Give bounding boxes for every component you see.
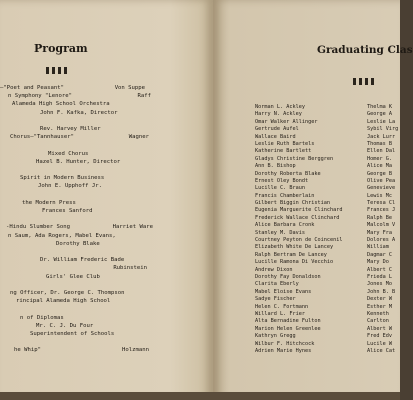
graduate-name: Courtney Peyton de Coincenil [255, 237, 343, 244]
graduates-column-2 [367, 104, 398, 355]
graduate-name: Norman L. Ackley [255, 104, 305, 110]
program-item [16, 297, 110, 305]
program-item-text: Chorus—"Tannhauser" [10, 134, 74, 141]
program-item-text: Dorothy Blake [56, 240, 100, 247]
graduate-name: Lewis Mc [367, 192, 392, 199]
program-item-composer: Wagner [128, 134, 149, 141]
program-item [56, 240, 100, 248]
graduate-name: Ernest Oley Bondt [255, 177, 309, 184]
graduate-name: Mary Do [367, 259, 389, 266]
graduate-name: Andrew Dixon [255, 266, 293, 273]
graduate-name: Clarita Eberly [255, 281, 299, 288]
program-item [38, 182, 102, 190]
graduate-name: Wilbur F. Hitchcock [255, 340, 315, 347]
graduate-name: Francis Chamberlain [255, 192, 315, 199]
program-item-text: the Modern Press [22, 199, 76, 206]
graduate-name: Alta Bernadine Fulton [255, 318, 321, 325]
graduate-name: Helen C. Fortmann [255, 303, 309, 310]
program-item-text: Mr. C. J. Du Four [36, 322, 94, 329]
graduate-name: Katherine Bartlett [255, 148, 312, 155]
program-item [8, 92, 72, 100]
program-item-text: John F. Kafka, Director [40, 109, 118, 116]
graduate-name: Ann B. Bishop [255, 163, 296, 170]
program-list [0, 84, 205, 384]
program-item [8, 232, 116, 240]
program-item-text: ng Officer, Dr. George C. Thompson [10, 290, 125, 296]
graduate-name: Homer G. [367, 155, 392, 162]
graduate-name: Omar Walker Allinger [255, 118, 318, 125]
program-item-text: he Whip" [14, 347, 41, 354]
graduate-name: Teresa Cl [367, 200, 396, 207]
graduate-name: John B. B [367, 288, 396, 295]
program-item-composer: Harriet Ware [112, 224, 153, 231]
program-item-text: Girls' Glee Club [46, 273, 100, 280]
graduates-column-1 [255, 104, 342, 355]
graduate-name: Dexter W [367, 296, 392, 303]
program-item-text: Frances Sanford [42, 208, 93, 214]
program-item [20, 174, 104, 182]
graduate-name: Thelma K [367, 104, 392, 110]
graduate-name: George B [367, 170, 392, 177]
graduate-name: Lucille C. Braun [255, 185, 305, 192]
program-item [42, 207, 93, 215]
graduating-class-title: Graduating Clas [317, 44, 413, 56]
graduate-name: Leslie La [367, 118, 396, 125]
graduate-name: Albert C [367, 266, 392, 273]
graduate-name: Ellen Dal [367, 148, 396, 155]
program-item [30, 330, 114, 338]
graduate-name: Adrien Marie Hynes [255, 347, 312, 354]
program-item [0, 84, 64, 92]
graduate-name: Leslie Ruth Bartels [255, 140, 315, 147]
program-item-text: rincipal Alameda High School [16, 298, 111, 305]
graduate-name: Genevieve [367, 185, 396, 192]
graduate-name: Dorothy Fay Donaldson [255, 273, 321, 280]
graduate-name: Frieda L [367, 273, 392, 280]
graduate-name: Esther M [367, 303, 392, 310]
program-item [46, 273, 100, 281]
graduate-name: William [367, 244, 389, 251]
graduate-name: Frederick Wallace Clinchard [255, 214, 340, 221]
graduate-name: Carlton [367, 318, 389, 325]
graduate-name: Fred Edv [367, 333, 392, 340]
graduate-name: Alice Cat [367, 347, 396, 354]
program-item-text: Alameda High School Orchestra [12, 101, 110, 108]
graduate-name: Alice Ma [367, 163, 392, 170]
program-item [6, 223, 70, 231]
program-item [12, 100, 110, 108]
program-item-text: -Hindu Slumber Song [6, 224, 70, 231]
graduate-name: Elizabeth White De Lancey [255, 244, 334, 251]
graduate-name: Mabel Eloise Evans [255, 288, 312, 295]
program-item [36, 158, 120, 166]
graduate-name: Gilbert Biggin Christian [255, 200, 330, 207]
graduate-name: Eugenia Marguerite Clinchard [255, 207, 343, 214]
graduate-name: Kenneth [367, 310, 389, 317]
graduate-name: George A [367, 111, 392, 118]
ornament-icon [46, 67, 68, 74]
graduate-name: Lucile W [367, 340, 392, 347]
graduate-name: Sadye Fischer [255, 296, 296, 303]
program-item-text: Superintendent of Schools [30, 331, 115, 337]
graduate-name: Marion Helen Greenlee [255, 325, 321, 332]
program-item [36, 322, 93, 330]
graduate-name: Sybil Virg [367, 126, 399, 133]
right-page [213, 0, 413, 400]
program-item-text: Rev. Harvey Miller [40, 126, 101, 132]
graduate-name: Jones Mo [367, 281, 392, 288]
program-item-text: Mixed Chorus [48, 150, 89, 157]
program-item [40, 125, 101, 133]
program-item-text: n Symphony "Lenore" [8, 93, 72, 100]
program-item-text: n of Diplomas [20, 314, 64, 321]
graduate-name: Lucille Ramona Di Vecchio [255, 259, 334, 266]
program-item-text: Hazel B. Hunter, Director [36, 158, 121, 165]
program-item-composer: Von Suppe [114, 85, 145, 91]
graduate-name: Alice Barbara Cronk [255, 222, 315, 229]
graduate-name: Stanley M. Davis [255, 229, 305, 236]
program-item-text: John E. Upphoff Jr. [38, 183, 102, 190]
program-item-text: Dr. William Frederic Bade [40, 257, 125, 264]
program-item [40, 109, 117, 117]
graduate-name: Kathryn Gregg [255, 333, 296, 340]
program-item-composer: Holzmann [122, 347, 149, 354]
graduate-name: Dolores A [367, 237, 396, 244]
page-edge [0, 392, 400, 400]
program-item-composer: Raff [137, 93, 151, 100]
program-item-text: —"Poet and Peasant" [0, 85, 64, 91]
graduate-name: Gertrude Aufel [255, 126, 299, 133]
program-item [48, 150, 88, 158]
program-item [10, 133, 74, 141]
program-item [22, 199, 76, 207]
program-title: Program [34, 42, 88, 55]
program-item [40, 256, 124, 264]
graduate-name: Ralph Bertram De Lancey [255, 251, 327, 258]
program-item [10, 289, 125, 297]
graduate-name: Dorothy Roberta Blake [255, 170, 321, 177]
graduate-name: Frances J [367, 207, 396, 214]
program-item-text: n Saum, Ada Rogers, Mabel Evans, [8, 232, 116, 239]
graduate-name: Thomas B [367, 140, 392, 147]
ornament-icon [353, 78, 375, 85]
graduate-name: Mary Fra [367, 229, 392, 236]
graduate-name: Jack Lurr [367, 133, 396, 140]
program-item-text: Spirit in Modern Business [20, 175, 105, 182]
graduate-name: Wallace Baird [255, 133, 296, 140]
graduate-name: Albert W [367, 325, 392, 332]
graduate-name: Gladys Christine Berggren [255, 155, 334, 162]
graduate-name: Dagmar C [367, 251, 392, 258]
graduate-name: Ralph Be [367, 214, 392, 221]
program-item [14, 346, 41, 354]
graduate-name: Malcolm V [367, 222, 396, 229]
program-item-composer: Rubinstein [113, 265, 147, 272]
graduate-name: Olive Pea [367, 177, 396, 184]
program-item [20, 314, 64, 322]
graduate-name: Harry N. Ackley [255, 111, 302, 118]
graduate-name: Willard L. Frier [255, 310, 305, 317]
